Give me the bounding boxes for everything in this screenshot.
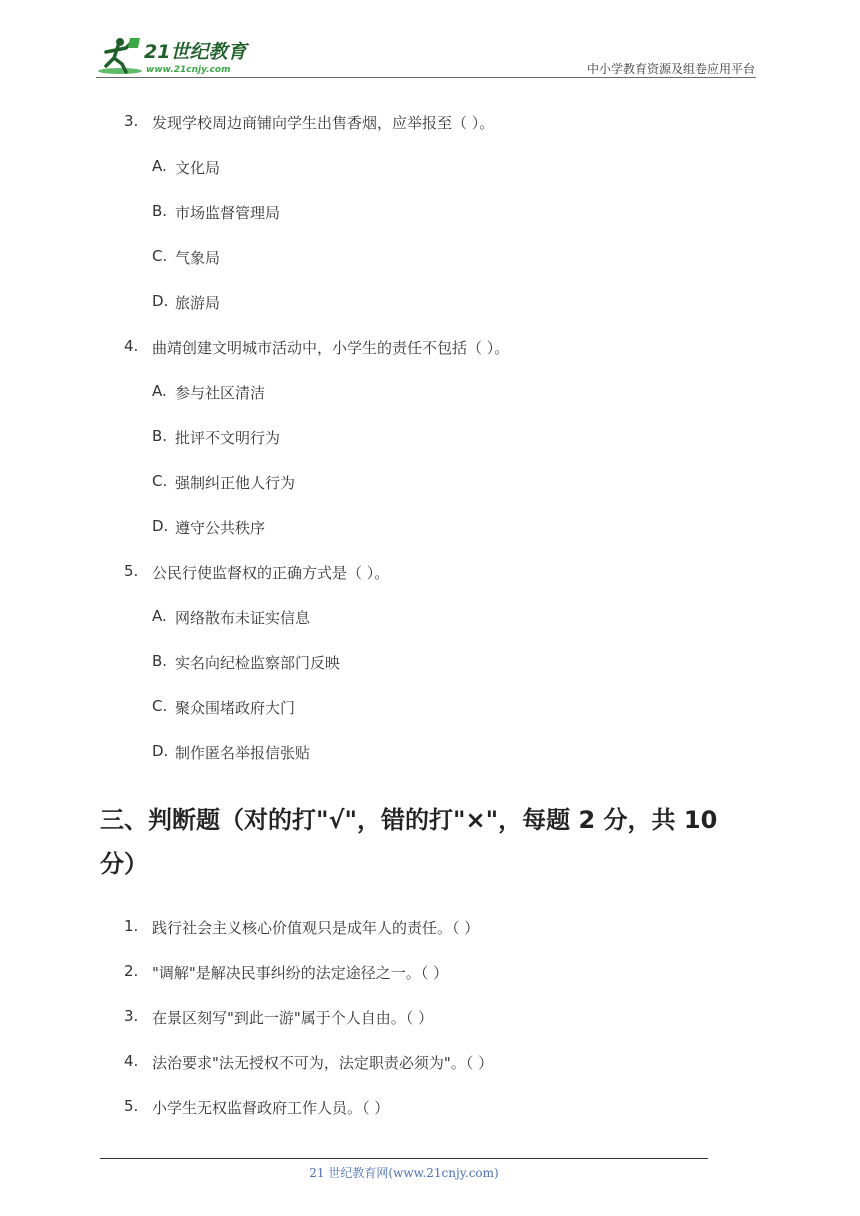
item-number: 2. (124, 962, 139, 980)
option-text: 旅游局 (175, 294, 221, 312)
question-text: 发现学校周边商铺向学生出售香烟，应举报至（ ）。 (152, 114, 495, 132)
logo-url: www.21cnjy.com (146, 65, 231, 75)
item-text: 法治要求"法无授权不可为，法定职责必须为"。（ ） (152, 1054, 494, 1072)
option-letter: D. (152, 517, 169, 535)
item-text: 践行社会主义核心价值观只是成年人的责任。（ ） (152, 919, 480, 937)
question-text: 公民行使监督权的正确方式是（ ）。 (152, 564, 390, 582)
option-letter: A. (152, 607, 167, 625)
option-text: 制作匿名举报信张贴 (175, 744, 311, 762)
item-text: 小学生无权监督政府工作人员。（ ） (152, 1099, 390, 1117)
section-heading: 三、判断题（对的打"√"，错的打"×"，每题 2 分，共 10 分） (100, 806, 718, 878)
option-text: 批评不文明行为 (175, 429, 281, 447)
option-letter: C. (152, 697, 168, 715)
item-text: "调解"是解决民事纠纷的法定途径之一。（ ） (152, 964, 449, 982)
option-text: 强制纠正他人行为 (175, 474, 296, 492)
item-number: 3. (124, 1007, 139, 1025)
option-letter: C. (152, 472, 168, 490)
item-number: 1. (124, 917, 139, 935)
option-text: 文化局 (175, 159, 221, 177)
option-letter: C. (152, 247, 168, 265)
page-header (0, 0, 860, 90)
item-number: 4. (124, 1052, 139, 1070)
option-letter: B. (152, 427, 168, 445)
item-number: 5. (124, 1097, 139, 1115)
option-letter: D. (152, 292, 169, 310)
footer-text: 21 世纪教育网(www.21cnjy.com) (309, 1166, 499, 1180)
logo (96, 36, 266, 78)
runner-icon (98, 38, 142, 74)
header-divider (96, 77, 756, 78)
option-letter: B. (152, 652, 168, 670)
option-text: 聚众围堵政府大门 (175, 699, 296, 717)
question-number: 5. (124, 562, 139, 580)
option-text: 网络散布未证实信息 (175, 609, 311, 627)
item-text: 在景区刻写"到此一游"属于个人自由。（ ） (152, 1009, 434, 1027)
question-text: 曲靖创建文明城市活动中，小学生的责任不包括（ ）。 (152, 339, 510, 357)
option-text: 遵守公共秩序 (175, 519, 266, 537)
option-letter: D. (152, 742, 169, 760)
logo-text: 21世纪教育 (144, 41, 247, 63)
question-number: 4. (124, 337, 139, 355)
option-text: 市场监督管理局 (175, 204, 281, 222)
header-tagline: 中小学教育资源及组卷应用平台 (586, 62, 755, 76)
option-letter: A. (152, 157, 167, 175)
option-letter: B. (152, 202, 168, 220)
footer-divider (100, 1158, 708, 1159)
option-text: 气象局 (175, 249, 221, 267)
question-number: 3. (124, 112, 139, 130)
option-text: 实名向纪检监察部门反映 (175, 654, 341, 672)
option-letter: A. (152, 382, 167, 400)
option-text: 参与社区清洁 (175, 384, 266, 402)
